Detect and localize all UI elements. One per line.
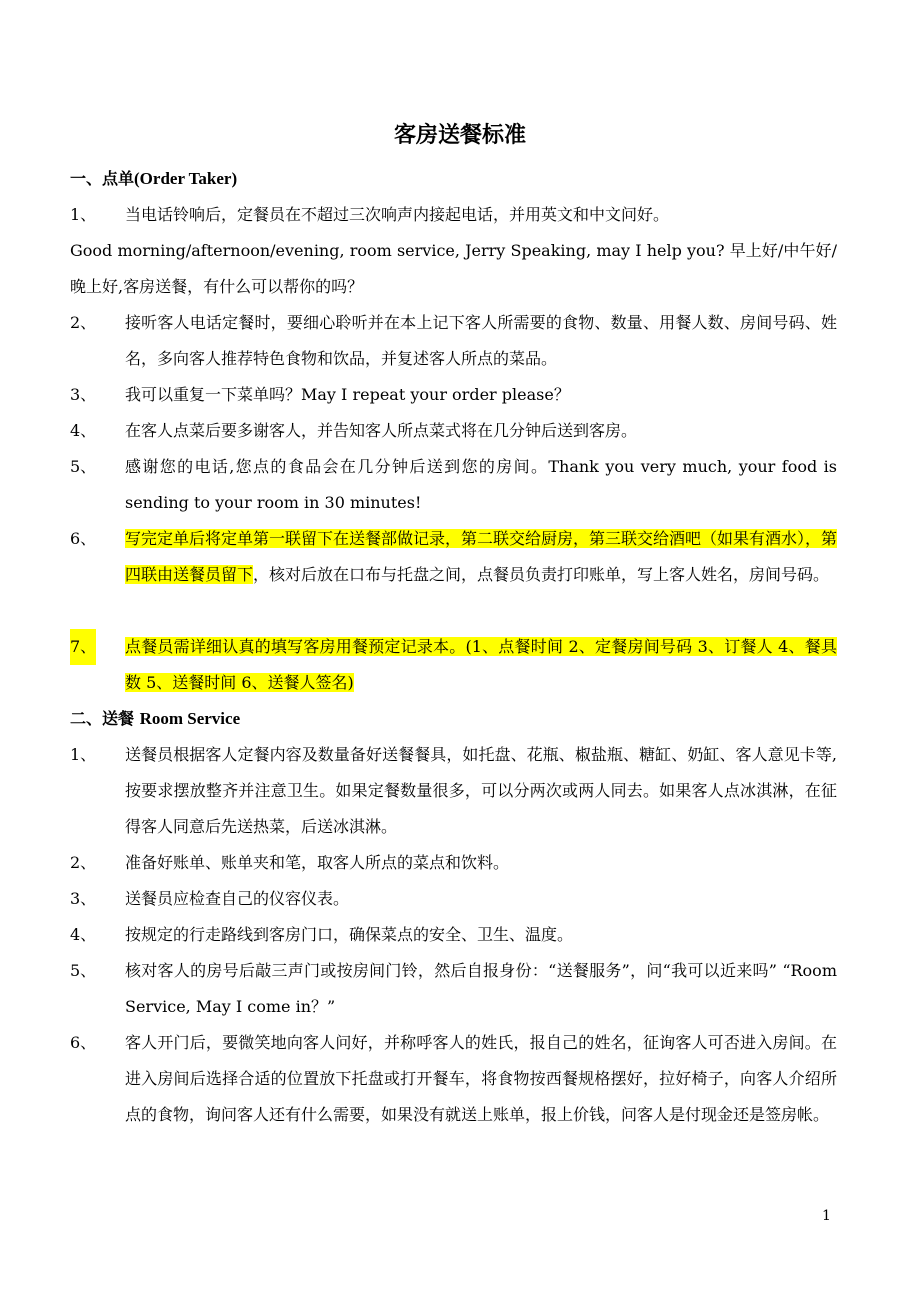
item-number: 6、 xyxy=(70,1033,97,1052)
list-item xyxy=(70,413,840,449)
list-item xyxy=(70,1025,840,1133)
greeting-paragraph: Good morning/afternoon/evening, room service, Jerry Speaking, may I help you? 早上好/中午好/晚上好,客房送餐，有什么可以帮你的吗？ xyxy=(70,241,837,296)
item-number: 2、 xyxy=(70,313,97,332)
list-item xyxy=(70,881,840,917)
item-text: 送餐员应检查自己的仪容仪表。 xyxy=(125,889,350,908)
list-item xyxy=(70,377,840,413)
section-heading-prefix: 一、点单 xyxy=(70,169,135,188)
item-number: 2、 xyxy=(70,853,97,872)
item-text: 准备好账单、账单夹和笔，取客人所点的菜点和饮料。 xyxy=(125,853,510,872)
item-number: 4、 xyxy=(70,421,97,440)
item-number: 3、 xyxy=(70,385,97,404)
item-number: 6、 xyxy=(70,529,97,548)
page-number: 1 xyxy=(822,1208,831,1224)
item-number: 5、 xyxy=(70,961,97,980)
list-item xyxy=(70,845,840,881)
item-number: 7、 xyxy=(70,629,96,665)
item-text: 送餐员根据客人定餐内容及数量备好送餐餐具，如托盘、花瓶、椒盐瓶、糖缸、奶缸、客人意见卡等,按要求摆放整齐并注意卫生。如果定餐数量很多，可以分两次或两人同去。如果客人点冰淇淋，在征得客人同意后先送热菜，后送冰淇淋。 xyxy=(125,745,837,836)
item-text: 感谢您的电话,您点的食品会在几分钟后送到您的房间。Thank you very much, your food is sending to your room in 30 minutes! xyxy=(125,457,837,512)
section-heading-prefix: 二、送餐 xyxy=(70,709,140,728)
item-text-rest: ，核对后放在口布与托盘之间，点餐员负责打印账单，写上客人姓名，房间号码。 xyxy=(253,565,830,584)
list-item xyxy=(70,521,840,593)
item-text: 我可以重复一下菜单吗？May I repeat your order please？ xyxy=(125,385,570,404)
section-heading-order-taker xyxy=(70,161,237,197)
list-item xyxy=(70,737,840,845)
item-number: 3、 xyxy=(70,889,97,908)
item-text: 核对客人的房号后敲三声门或按房间门铃，然后自报身份：“送餐服务”，问“我可以近来吗” “Room Service, May I come in？” xyxy=(125,961,837,1016)
section-heading-room-service xyxy=(70,701,240,737)
item-number: 1、 xyxy=(70,745,97,764)
item-text: 按规定的行走路线到客房门口，确保菜点的安全、卫生、温度。 xyxy=(125,925,574,944)
item-text: 接听客人电话定餐时，要细心聆听并在本上记下客人所需要的食物、数量、用餐人数、房间号码、姓名，多向客人推荐特色食物和饮品，并复述客人所点的菜品。 xyxy=(125,313,837,368)
list-item xyxy=(70,629,840,701)
list-item xyxy=(70,305,840,377)
list-item xyxy=(70,953,840,1025)
item-text: 在客人点菜后要多谢客人，并告知客人所点菜式将在几分钟后送到客房。 xyxy=(125,421,638,440)
item-number: 1、 xyxy=(70,205,97,224)
section-heading-latin: (Order Taker) xyxy=(134,169,238,188)
page-title: 客房送餐标准 xyxy=(393,123,526,148)
item-number: 5、 xyxy=(70,457,97,476)
list-item xyxy=(70,917,840,953)
item-text xyxy=(125,629,837,701)
item-text xyxy=(125,521,837,593)
highlighted-text: 写完定单后将定单第一联留下在送餐部做记录，第二联交给厨房，第三联交给酒吧（如果有酒水），第四联由送餐员留下 xyxy=(125,529,838,584)
item-text: 客人开门后，要微笑地向客人问好，并称呼客人的姓氏，报自己的姓名，征询客人可否进入房间。在进入房间后选择合适的位置放下托盘或打开餐车，将食物按西餐规格摆好，拉好椅子，向客人介绍所点的食物，询问客人还有什么需要，如果没有就送上账单，报上价钱，问客人是付现金还是签房帐。 xyxy=(125,1033,837,1124)
list-item xyxy=(70,449,840,521)
highlighted-text: 点餐员需详细认真的填写客房用餐预定记录本。(1、点餐时间 2、定餐房间号码 3、订餐人 4、餐具数 5、送餐时间 6、送餐人签名) xyxy=(125,637,837,692)
list-item xyxy=(70,197,840,233)
item-number: 4、 xyxy=(70,925,97,944)
section-heading-latin: Room Service xyxy=(139,709,241,728)
item-text: 当电话铃响后，定餐员在不超过三次响声内接起电话，并用英文和中文问好。 xyxy=(125,205,670,224)
